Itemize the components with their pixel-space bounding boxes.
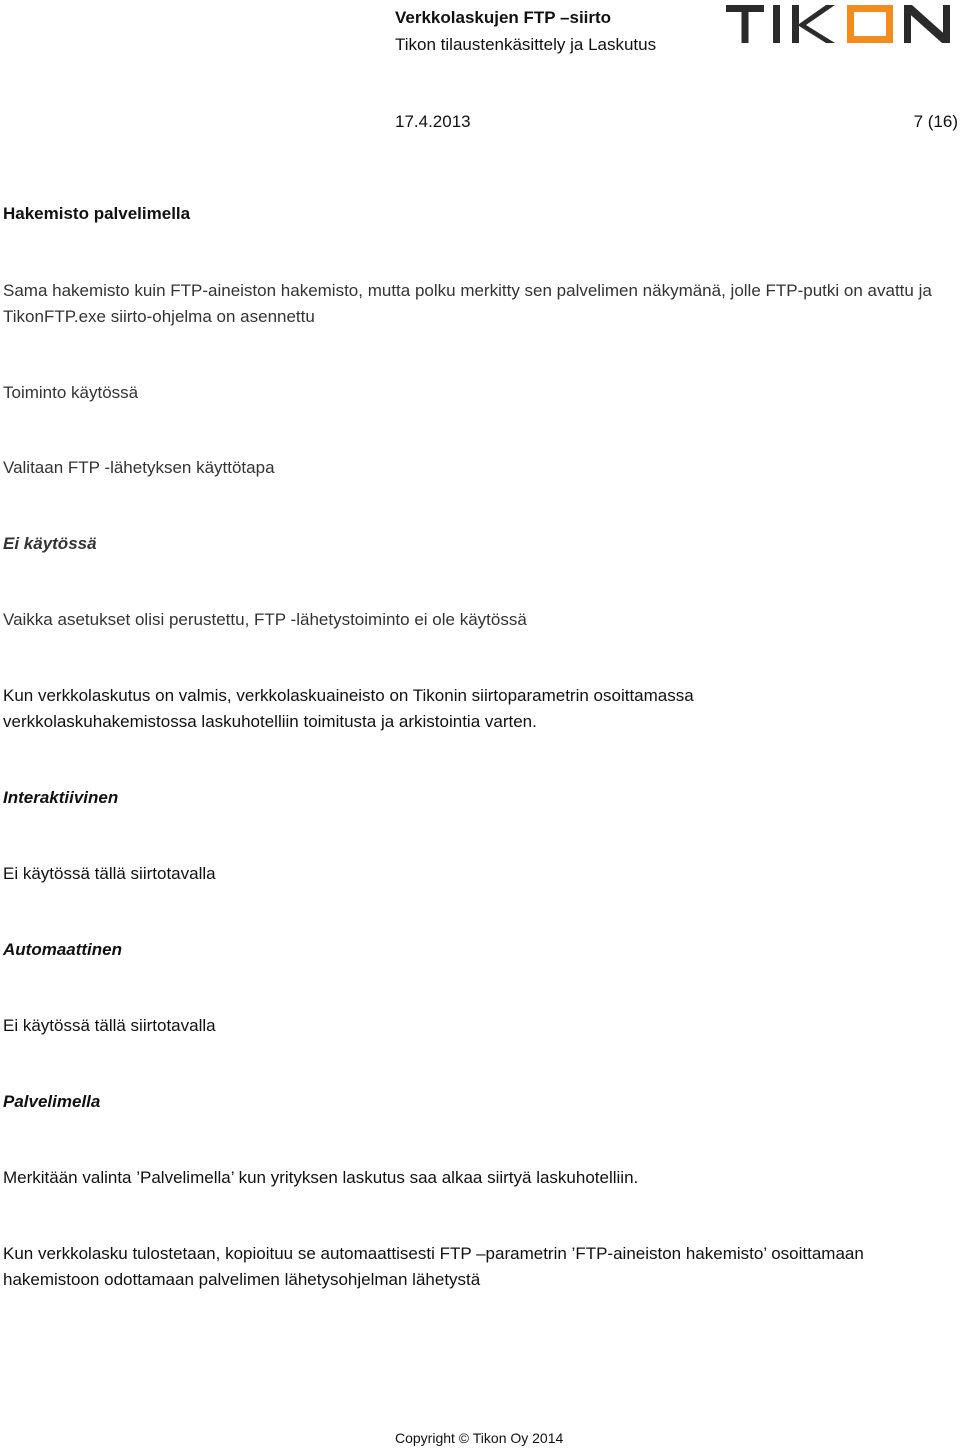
- footer-copyright: Copyright © Tikon Oy 2014: [395, 1430, 564, 1446]
- paragraph-valitaan: Valitaan FTP -lähetyksen käyttötapa: [3, 458, 275, 477]
- paragraph-palvelimella-info: Merkitään valinta ’Palvelimella’ kun yrityksen laskutus saa alkaa siirtyä laskuhotelliin.: [3, 1168, 639, 1187]
- heading-toiminto-kaytossa: Toiminto käytössä: [3, 383, 139, 402]
- header-subtitle: Tikon tilaustenkäsittely ja Laskutus: [395, 35, 657, 54]
- paragraph-verkkolasku-tulostetaan: Kun verkkolasku tulostetaan, kopioituu se automaattisesti FTP –parametrin ’FTP-aineiston hakemisto’ osoittamaan hakemistoon odottamaan palvelimen lähetysohjelman lähetystä: [3, 1244, 864, 1289]
- page-number: 7 (16): [913, 112, 958, 131]
- paragraph-interaktiivinen-info: Ei käytössä tällä siirtotavalla: [3, 864, 216, 883]
- paragraph-automaattinen-info: Ei käytössä tällä siirtotavalla: [3, 1016, 216, 1035]
- document-header: [395, 4, 656, 58]
- paragraph-hakemisto-description: Sama hakemisto kuin FTP-aineiston hakemisto, mutta polku merkitty sen palvelimen näkymänä, jolle FTP-putki on avattu ja TikonFTP.exe siirto-ohjelma on asennettu: [3, 281, 932, 326]
- heading-hakemisto-palvelimella: Hakemisto palvelimella: [3, 204, 191, 223]
- document-date: 17.4.2013: [395, 112, 471, 131]
- heading-ei-kaytossa: Ei käytössä: [3, 534, 97, 553]
- heading-palvelimella: Palvelimella: [3, 1092, 101, 1111]
- heading-automaattinen: Automaattinen: [3, 940, 122, 959]
- tikon-logo: [726, 2, 950, 46]
- paragraph-vaikka-asetukset: Vaikka asetukset olisi perustettu, FTP -lähetystoiminto ei ole käytössä: [3, 610, 527, 629]
- heading-interaktiivinen: Interaktiivinen: [3, 788, 119, 807]
- paragraph-verkkolaskutus-valmis: Kun verkkolaskutus on valmis, verkkolaskuaineisto on Tikonin siirtoparametrin osoittamassa verkkolaskuhakemistossa laskuhotelliin toimitusta ja arkistointia varten.: [3, 686, 694, 731]
- header-title: Verkkolaskujen FTP –siirto: [395, 8, 612, 27]
